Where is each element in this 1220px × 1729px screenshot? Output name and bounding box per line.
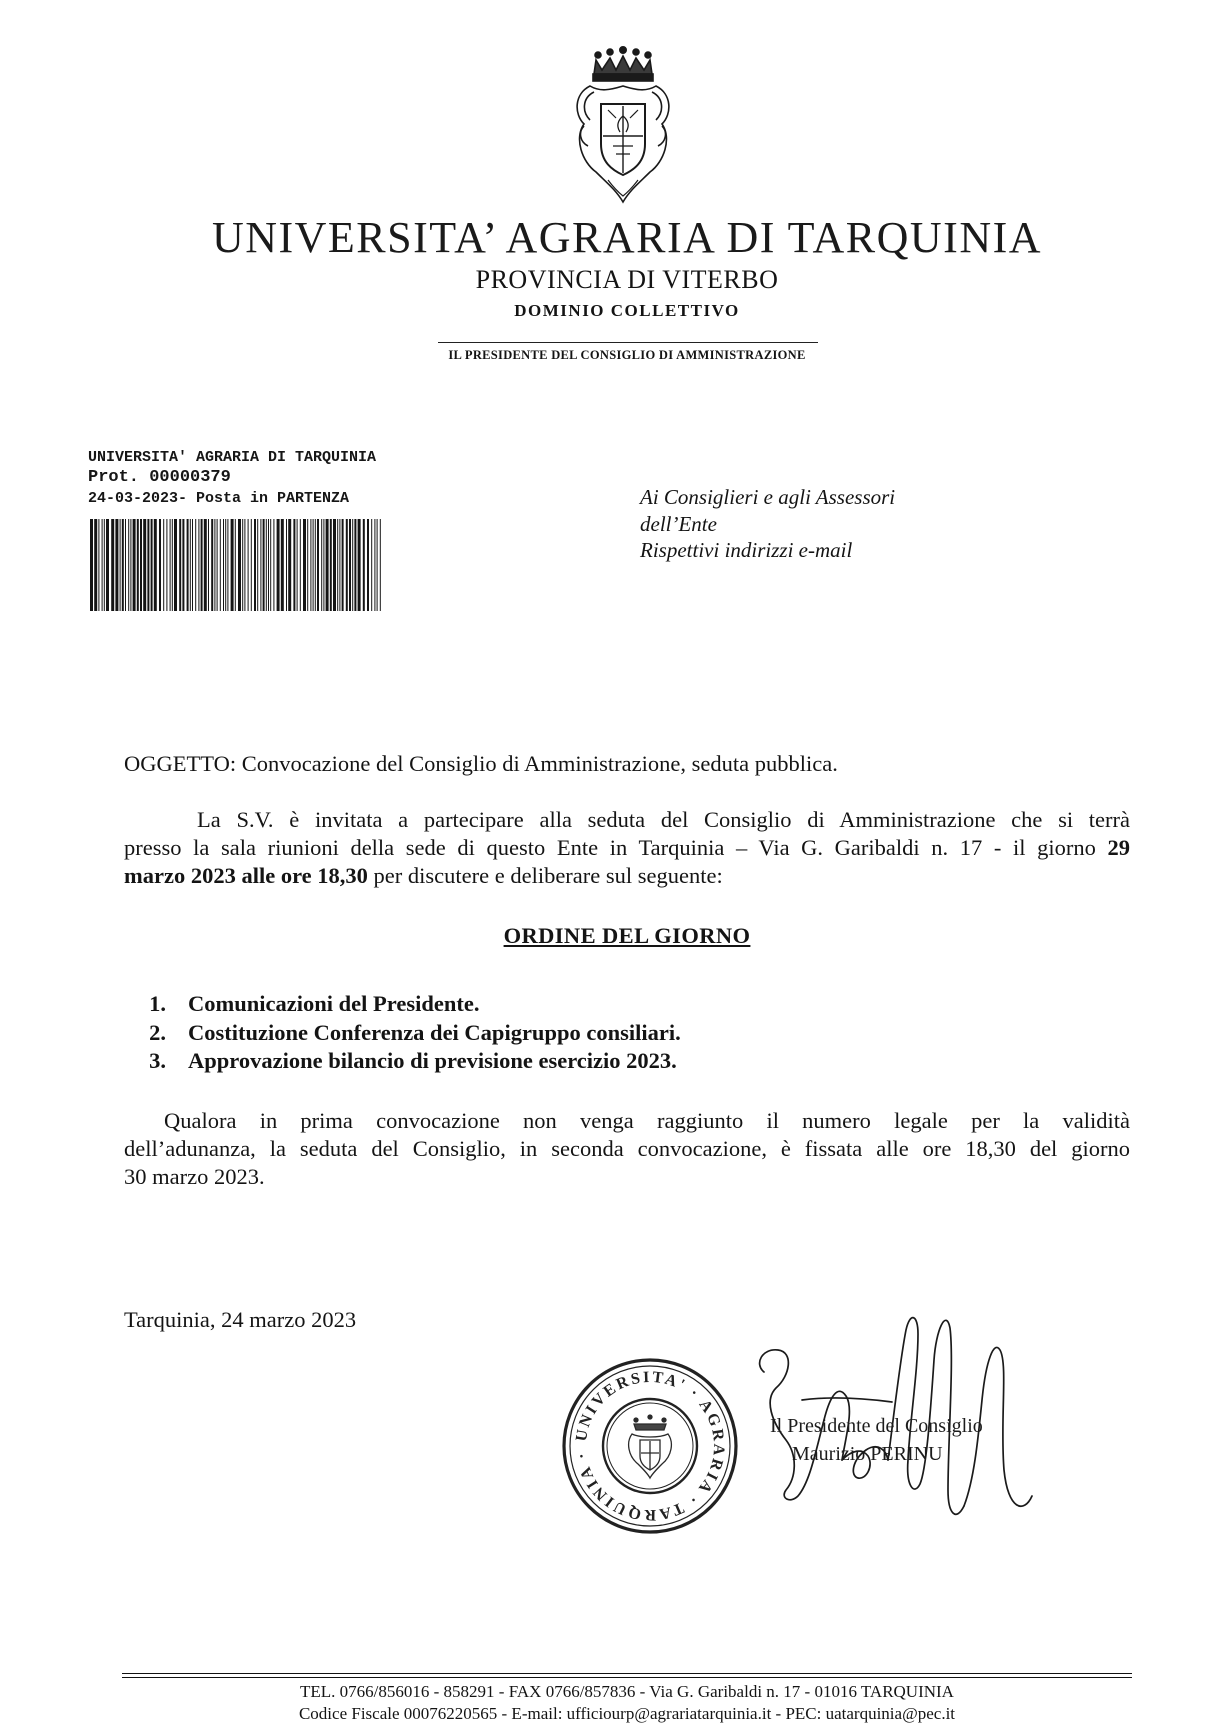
footer-contacts: TEL. 0766/856016 - 858291 - FAX 0766/857836 - Via G. Garibaldi n. 17 - 01016 TARQUINIA	[300, 1682, 954, 1701]
barcode-bar	[238, 519, 241, 611]
barcode-bar	[310, 519, 311, 611]
paragraph-text: presso la sala riunioni della sede di questo Ente in Tarquinia – Via G. Garibaldi n. 17 - il giorno	[124, 834, 1096, 860]
paragraph-line	[124, 862, 1130, 890]
paragraph-line: Qualora in prima convocazione non venga raggiunto il numero legale per la validità	[164, 1108, 1130, 1133]
barcode-bar	[147, 519, 149, 611]
barcode-bar	[303, 519, 306, 611]
barcode-bar	[211, 519, 213, 611]
protocol-number: Prot. 00000379	[88, 468, 231, 487]
barcode-bar	[352, 519, 353, 611]
barcode-bar	[268, 519, 269, 611]
barcode-bar	[220, 519, 221, 611]
barcode-bar	[317, 519, 319, 611]
barcode-bar	[254, 519, 256, 611]
place-date: Tarquinia, 24 marzo 2023	[124, 1307, 357, 1332]
barcode-bar	[187, 519, 189, 611]
barcode-bar	[133, 519, 136, 611]
barcode-bar	[326, 519, 329, 611]
barcode-bar	[307, 519, 308, 611]
barcode-bar	[297, 519, 298, 611]
convocation-paragraph	[124, 806, 1130, 889]
list-number: 3.	[149, 1048, 166, 1073]
barcode-icon	[90, 519, 382, 611]
recipient-block	[640, 484, 895, 564]
barcode-bar	[170, 519, 171, 611]
barcode-bar	[313, 519, 314, 611]
paragraph-line: 30 marzo 2023.	[124, 1163, 265, 1189]
barcode-bar	[286, 519, 287, 611]
office-line: IL PRESIDENTE DEL CONSIGLIO DI AMMINISTRAZIONE	[448, 348, 806, 362]
barcode-bar	[288, 519, 291, 611]
footer-divider	[122, 1673, 1132, 1678]
barcode-bar	[130, 519, 131, 611]
barcode-bar	[179, 519, 181, 611]
barcode-bar	[374, 519, 375, 611]
list-text: Costituzione Conferenza dei Capigruppo consiliari.	[188, 1019, 681, 1045]
institution-title: UNIVERSITA’ AGRARIA DI TARQUINIA	[211, 213, 1043, 262]
list-text: Approvazione bilancio di previsione esercizio 2023.	[188, 1048, 677, 1073]
footer-fiscal-email: Codice Fiscale 00076220565 - E-mail: ufficiourp@agrariatarquinia.it - PEC: uatarquinia@pec.it	[298, 1704, 956, 1723]
protocol-date: 24-03-2023- Posta in PARTENZA	[88, 490, 350, 507]
header-divider	[438, 342, 818, 343]
barcode-bar	[315, 519, 316, 611]
barcode-bar	[102, 519, 103, 611]
meeting-date-time: marzo 2023 alle ore 18,30	[124, 862, 368, 888]
barcode-bar	[122, 519, 124, 611]
barcode-bar	[371, 519, 372, 611]
barcode-bar	[244, 519, 245, 611]
barcode-bar	[346, 519, 348, 611]
barcode-bar	[204, 519, 207, 611]
barcode-bar	[120, 519, 121, 611]
paragraph-line: La S.V. è invitata a partecipare alla seduta del Consiglio di Amministrazione che si terrà	[197, 807, 1130, 832]
barcode-bar	[235, 519, 236, 611]
second-call-paragraph	[124, 1107, 1130, 1190]
list-item	[124, 1019, 1024, 1048]
barcode-bar	[270, 519, 271, 611]
list-number: 2.	[149, 1019, 166, 1045]
barcode-bar	[111, 519, 114, 611]
barcode-bar	[263, 519, 265, 611]
barcode-bar	[227, 519, 228, 611]
barcode-bar	[143, 519, 146, 611]
barcode-bar	[125, 519, 126, 611]
barcode-bar	[223, 519, 224, 611]
barcode-bar	[257, 519, 258, 611]
official-stamp	[560, 1356, 740, 1536]
paragraph-text: per discutere e deliberare sul seguente:	[373, 862, 723, 888]
recipient-line: Ai Consiglieri e agli Assessori	[640, 485, 896, 509]
barcode-bar	[140, 519, 142, 611]
handwritten-signature	[742, 1300, 1062, 1540]
barcode-bar	[195, 519, 196, 611]
barcode-bar	[330, 519, 332, 611]
province-line: PROVINCIA DI VITERBO	[475, 265, 779, 294]
agenda-list	[124, 990, 1024, 1076]
barcode-bar	[273, 519, 274, 611]
barcode-bar	[323, 519, 324, 611]
barcode-bar	[201, 519, 203, 611]
barcode-bar	[94, 519, 97, 611]
barcode-bar	[248, 519, 249, 611]
barcode-bar	[321, 519, 322, 611]
barcode-bar	[115, 519, 118, 611]
barcode-bar	[342, 519, 344, 611]
barcode-bar	[163, 519, 164, 611]
barcode-bar	[358, 519, 361, 611]
barcode-bar	[90, 519, 93, 611]
list-item	[124, 990, 1024, 1019]
barcode-bar	[137, 519, 139, 611]
barcode-bar	[182, 519, 184, 611]
barcode-bar	[231, 519, 234, 611]
barcode-bar	[172, 519, 173, 611]
barcode-bar	[281, 519, 284, 611]
subject-line: OGGETTO: Convocazione del Consiglio di Amministrazione, seduta pubblica.	[124, 751, 838, 776]
barcode-bar	[192, 519, 193, 611]
barcode-bar	[225, 519, 226, 611]
barcode-bar	[242, 519, 243, 611]
stamp-crest-icon	[629, 1415, 672, 1478]
list-number: 1.	[149, 991, 166, 1016]
list-text: Comunicazioni del Presidente.	[188, 991, 480, 1016]
signatory-name: Maurizio PERINU	[792, 1443, 943, 1465]
barcode-bar	[293, 519, 295, 611]
barcode-bar	[104, 519, 105, 611]
barcode-bar	[363, 519, 365, 611]
barcode-bar	[151, 519, 153, 611]
barcode-bar	[159, 519, 161, 611]
barcode-bar	[198, 519, 199, 611]
meeting-day: 29	[1107, 834, 1130, 860]
barcode-bar	[367, 519, 369, 611]
barcode-bar	[166, 519, 167, 611]
institution-subtitle: DOMINIO COLLETTIVO	[514, 301, 740, 320]
barcode-bar	[333, 519, 336, 611]
barcode-bar	[300, 519, 301, 611]
barcode-bar	[98, 519, 99, 611]
paragraph-line: dell’adunanza, la seduta del Consiglio, in seconda convocazione, è fissata alle ore 18,30 del giorno	[124, 1135, 1130, 1161]
barcode-bar	[380, 519, 381, 611]
stamp-lettering: UNIVERSITA' · AGRARIA · TARQUINIA ·	[572, 1368, 728, 1524]
barcode-bar	[208, 519, 209, 611]
barcode-bar	[337, 519, 338, 611]
barcode-bar	[377, 519, 378, 611]
barcode-bar	[106, 519, 109, 611]
paragraph-line	[124, 834, 1130, 862]
signatory-role: Il Presidente del Consiglio	[770, 1415, 983, 1437]
barcode-bar	[266, 519, 267, 611]
barcode-bar	[174, 519, 177, 611]
protocol-institution: UNIVERSITA' AGRARIA DI TARQUINIA	[88, 449, 377, 466]
recipient-line: dell’Ente	[640, 511, 717, 536]
barcode-bar	[190, 519, 191, 611]
barcode-bar	[354, 519, 356, 611]
barcode-bar	[339, 519, 340, 611]
agenda-title: ORDINE DEL GIORNO	[503, 923, 751, 948]
recipient-line: Rispettivi indirizzi e-mail	[640, 538, 853, 562]
barcode-bar	[349, 519, 351, 611]
barcode-bar	[277, 519, 280, 611]
barcode-bar	[128, 519, 129, 611]
coat-of-arms-icon	[568, 46, 678, 206]
barcode-bar	[251, 519, 252, 611]
list-item	[124, 1047, 1024, 1076]
barcode-bar	[154, 519, 157, 611]
barcode-bar	[260, 519, 261, 611]
barcode-bar	[214, 519, 215, 611]
barcode-bar	[217, 519, 218, 611]
